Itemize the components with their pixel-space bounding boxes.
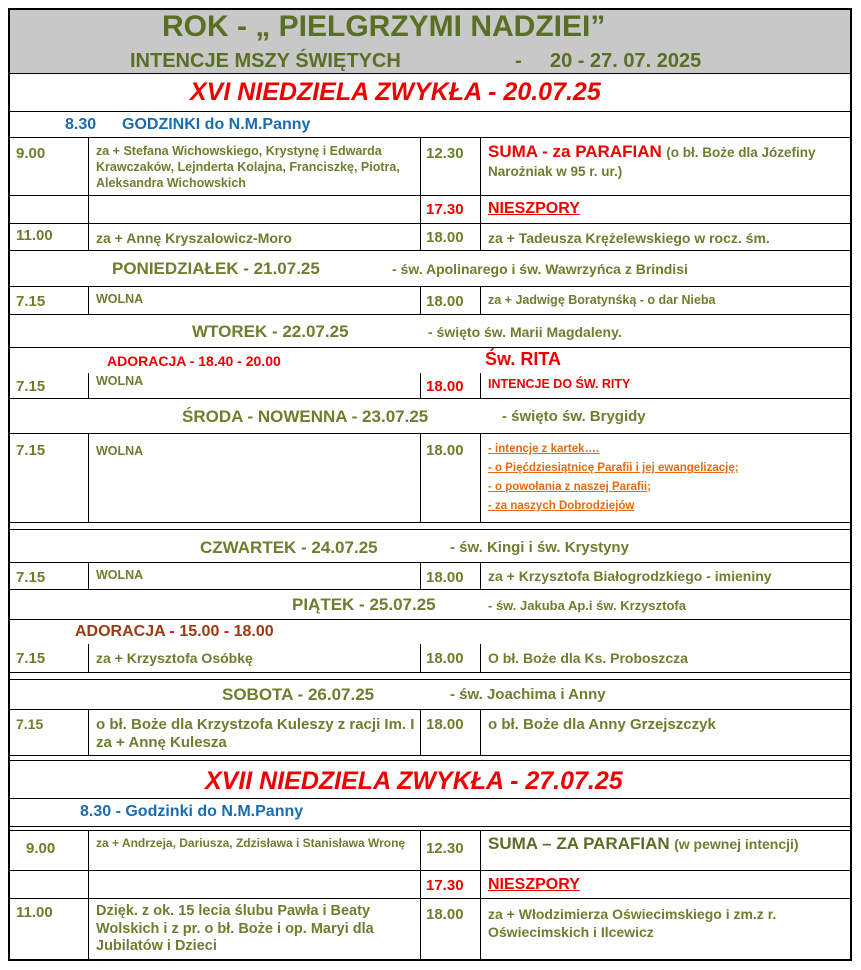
sunday1-godzinki-row [10,112,850,138]
day-saint: - św. Kingi i św. Krystyny [450,539,629,556]
intention-item: - intencje z kartek…. [488,443,600,455]
day-saint: - św. Apolinarego i św. Wawrzyńca z Brindisi [392,261,688,277]
intention-item: - o Pięćdziesiątnicę Parafii i jej ewangelizację; [488,462,739,474]
mass-time: 18.00 [426,906,464,923]
adoracja-dash: - [223,623,230,640]
mass-time: 7.15 [16,378,46,395]
mass-time: 9.00 [16,145,46,162]
nieszpory-label: NIESZPORY [488,876,580,893]
mass-intention: za + Włodzimierza Oświecimskiego i zm.z r. Oświecimskich i Ilcewicz [488,906,777,940]
nieszpory-label: NIESZPORY [488,200,580,217]
sunday2-row-11 [10,899,850,959]
sunday2-row-9 [10,827,850,871]
sunday1-row-9 [10,138,850,196]
mass-intention: za + Stefana Wichowskiego, Krystynę i Edwarda Krawczaków, Lejnderta Kolajna, Franciszkę, Piotra, Aleksandra Wichowskich [96,144,400,190]
mass-time: 18.00 [426,650,464,667]
sunday2-title-row [10,756,850,799]
sunday2-godzinki-row [10,799,850,827]
day-title: CZWARTEK - 24.07.25 [200,538,378,557]
sunday1-title-row [10,74,850,112]
mass-time: 18.00 [426,229,464,246]
adoracja-to: 18.00 [233,623,274,640]
mass-intention: O bł. Boże dla Ks. Proboszcza [488,650,688,666]
intention-item: - za naszych Dobrodziejów [488,500,635,512]
adoracja-dash: - [169,623,175,640]
adoracja-from: 15.00 [179,623,220,640]
mass-time: 7.15 [16,569,46,586]
suma-title: SUMA - za PARAFIAN [488,142,662,161]
mass-intention: za + Andrzeja, Dariusza, Zdzisława i Stanisława Wronę [96,836,406,850]
day-title: PONIEDZIAŁEK - 21.07.25 [112,259,320,278]
day-saint: - święto św. Brygidy [502,408,646,425]
mass-time: 11.00 [16,904,53,921]
mass-time: 11.00 [16,227,53,244]
mass-intention: WOLNA [96,374,144,388]
mass-intention: za + Jadwigę Boratynśką - o dar Nieba [488,293,716,307]
day-title: ŚRODA - NOWENNA - 23.07.25 [182,407,429,426]
subtitle-dash: - [515,50,522,72]
mass-intention: za + Krzysztofa Osóbkę [96,650,253,666]
mass-intention: za + Tadeusza Krężelewskiego w rocz. śm. [488,230,770,246]
godzinki-time: 8.30 [65,116,97,133]
adoracja-label: ADORACJA - 18.40 - 20.00 [107,353,281,369]
mass-intention: WOLNA [96,568,144,582]
mass-intention: WOLNA [96,444,144,458]
mass-time: 17.30 [426,201,464,218]
suma-cell [488,835,844,854]
page-title: ROK - „ PIELGRZYMI NADZIEI” [162,10,606,43]
mass-intention: WOLNA [96,292,144,306]
mass-time: 12.30 [426,840,464,857]
suma-intention: (w pewnej intencji) [674,836,799,852]
sunday2-title: XVII NIEDZIELA ZWYKŁA - 27.07.25 [205,767,623,795]
tuesday-adoracja-row [10,348,850,373]
mass-time: 18.00 [426,716,464,733]
rita-intentions: INTENCJE DO ŚW. RITY [488,377,631,391]
friday-title-row [10,590,850,620]
godzinki-label: GODZINKI do N.M.Panny [122,116,311,133]
friday-adoracja-row [10,620,850,644]
mass-time: 12.30 [426,145,464,162]
mass-time: 18.00 [426,442,464,459]
sunday2-row-1730 [10,871,850,899]
mass-time: 18.00 [426,569,464,586]
day-title: WTOREK - 22.07.25 [192,322,349,341]
mass-time: 7.15 [16,293,46,310]
mass-time: 17.30 [426,877,464,894]
wednesday-title-row [10,399,850,434]
sunday1-row-11 [10,224,850,251]
mass-intention: o bł. Boże dla Krzystzofa Kuleszy z racji Im. I za + Annę Kulesza [96,716,415,751]
saturday-title-row [10,673,850,710]
day-title: PIĄTEK - 25.07.25 [292,595,436,614]
mass-intention: za + Annę Kryszalowicz-Moro [96,230,292,246]
wednesday-row [10,434,850,523]
day-saint: - święto św. Marii Magdaleny. [428,324,622,340]
mass-time: 9.00 [26,840,56,857]
mass-time: 18.00 [426,293,464,310]
day-saint: - św. Joachima i Anny [450,686,606,703]
suma-title: SUMA – ZA PARAFIAN [488,834,670,853]
mass-time: 7.15 [16,442,46,459]
page-subtitle: INTENCJE MSZY ŚWIĘTYCH [130,50,401,72]
day-saint: - św. Jakuba Ap.i św. Krzysztofa [488,598,686,613]
suma-cell [488,142,844,181]
intention-item: - o powołania z naszej Parafii; [488,481,651,493]
mass-time: 18.00 [426,378,464,395]
mass-time: 7.15 [16,716,44,732]
mass-time: 7.15 [16,650,46,667]
thursday-row [10,563,850,590]
friday-row [10,644,850,673]
sunday1-row-1730 [10,196,850,224]
suma-intention: (o bł. Boże dla Józefiny Narożniak w 95 r. ur.) [488,145,816,179]
tuesday-title-row [10,315,850,348]
mass-intention: o bł. Boże dla Anny Grzejszczyk [488,716,716,733]
subtitle-dates: 20 - 27. 07. 2025 [550,50,702,72]
tuesday-row [10,373,850,399]
day-title: SOBOTA - 26.07.25 [222,685,375,704]
header [10,10,850,74]
rita-title: Św. RITA [485,349,561,369]
adoracja-label: ADORACJA [75,623,166,640]
schedule-sheet [8,8,852,961]
thursday-title-row [10,523,850,563]
saturday-row [10,710,850,756]
adoracja-line [75,623,274,641]
godzinki-label: 8.30 - Godzinki do N.M.Panny [80,803,304,820]
sunday1-title: XVI NIEDZIELA ZWYKŁA - 20.07.25 [190,78,601,106]
mass-intention: Dzięk. z ok. 15 lecia ślubu Pawła i Beaty Wolskich i z pr. o bł. Boże i op. Maryi dla Jubilatów i Dzieci [96,903,374,954]
mass-intention: za + Krzysztofa Białogrodzkiego - imieniny [488,568,772,584]
monday-row [10,287,850,315]
monday-title-row [10,251,850,287]
